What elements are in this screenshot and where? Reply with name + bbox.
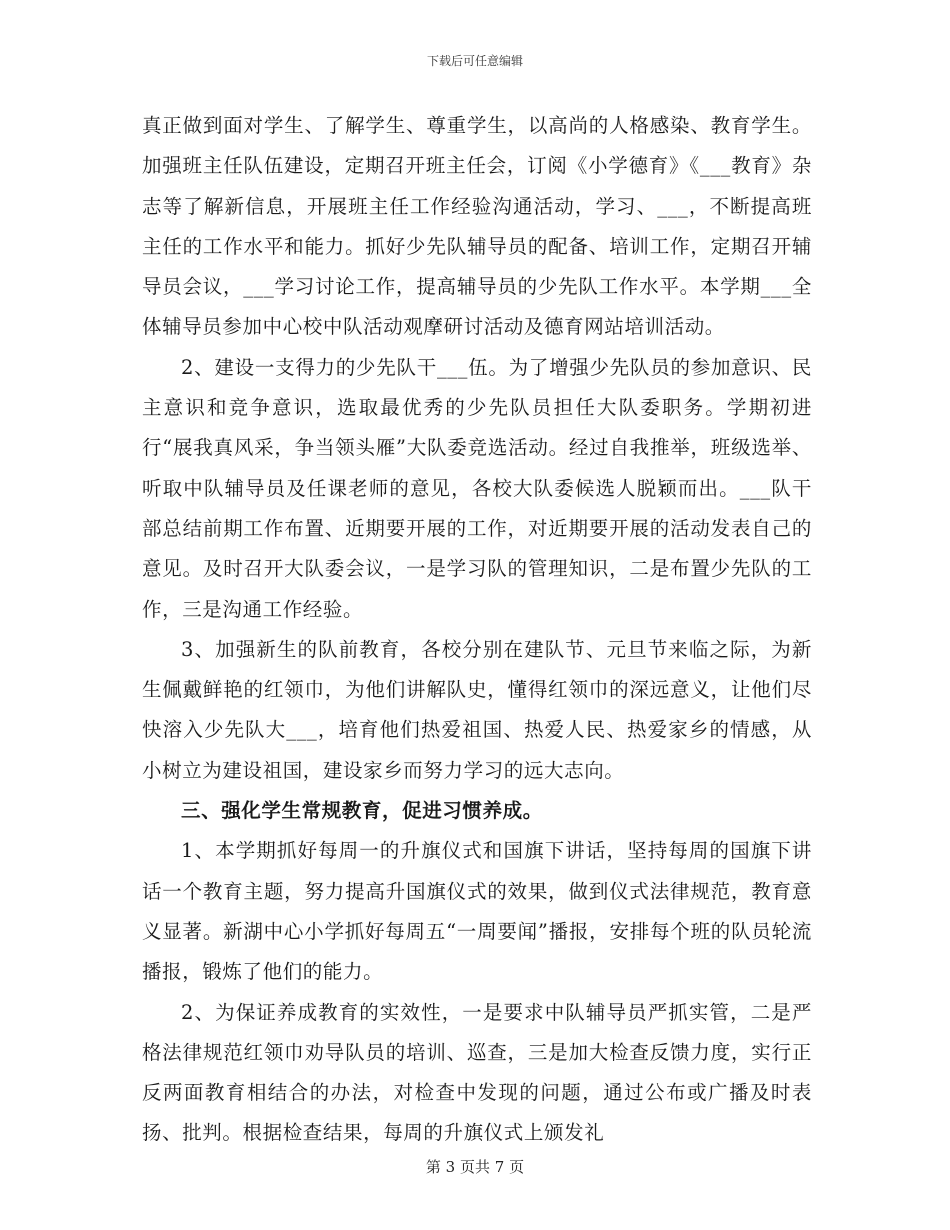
- section-heading: 三、强化学生常规教育，促进习惯养成。: [181, 799, 543, 823]
- body-paragraph: 2、为保证养成教育的实效性，一是要求中队辅导员严抓实管，二是严格法律规范红领巾劝导队员的培训、巡查，三是加大检查反馈力度，实行正反两面教育相结合的办法，对检查中发现的问题，通过公布或广播及时表扬、批判。根据检查结果，每周的升旗仪式上颁发礼: [142, 1000, 812, 1145]
- document-body: [142, 106, 812, 1154]
- body-paragraph: 3、加强新生的队前教育，各校分别在建队节、元旦节来临之际，为新生佩戴鲜艳的红领巾，为他们讲解队史，懂得红领巾的深远意义，让他们尽快溶入少先队大___，培育他们热爱祖国、热爱人民、热爱家乡的情感，从小树立为建设祖国，建设家乡而努力学习的远大志向。: [142, 637, 812, 782]
- page-header-note: 下载后可任意编辑: [426, 54, 523, 68]
- body-paragraph: 真正做到面对学生、了解学生、尊重学生，以高尚的人格感染、教育学生。加强班主任队伍建设，定期召开班主任会，订阅《小学德育》《___教育》杂志等了解新信息，开展班主任工作经验沟通活动，学习、___，不断提高班主任的工作水平和能力。抓好少先队辅导员的配备、培训工作，定期召开辅导员会议，___学习讨论工作，提高辅导员的少先队工作水平。本学期___全体辅导员参加中心校中队活动观摩研讨活动及德育网站培训活动。: [142, 114, 812, 339]
- body-paragraph: 1、本学期抓好每周一的升旗仪式和国旗下讲话，坚持每周的国旗下讲话一个教育主题，努力提高升国旗仪式的效果，做到仪式法律规范，教育意义显著。新湖中心小学抓好每周五“一周要闻”播报，安排每个班的队员轮流播报，锻炼了他们的能力。: [142, 839, 812, 984]
- page-number: 第 3 页共 7 页: [425, 1158, 525, 1176]
- body-paragraph: 2、建设一支得力的少先队干___伍。为了增强少先队员的参加意识、民主意识和竞争意识，选取最优秀的少先队员担任大队委职务。学期初进行“展我真风采，争当领头雁”大队委竞选活动。经过自我推举，班级选举、听取中队辅导员及任课老师的意见，各校大队委候选人脱颖而出。___队干部总结前期工作布置、近期要开展的工作，对近期要开展的活动发表自己的意见。及时召开大队委会议，一是学习队的管理知识，二是布置少先队的工作，三是沟通工作经验。: [142, 355, 812, 621]
